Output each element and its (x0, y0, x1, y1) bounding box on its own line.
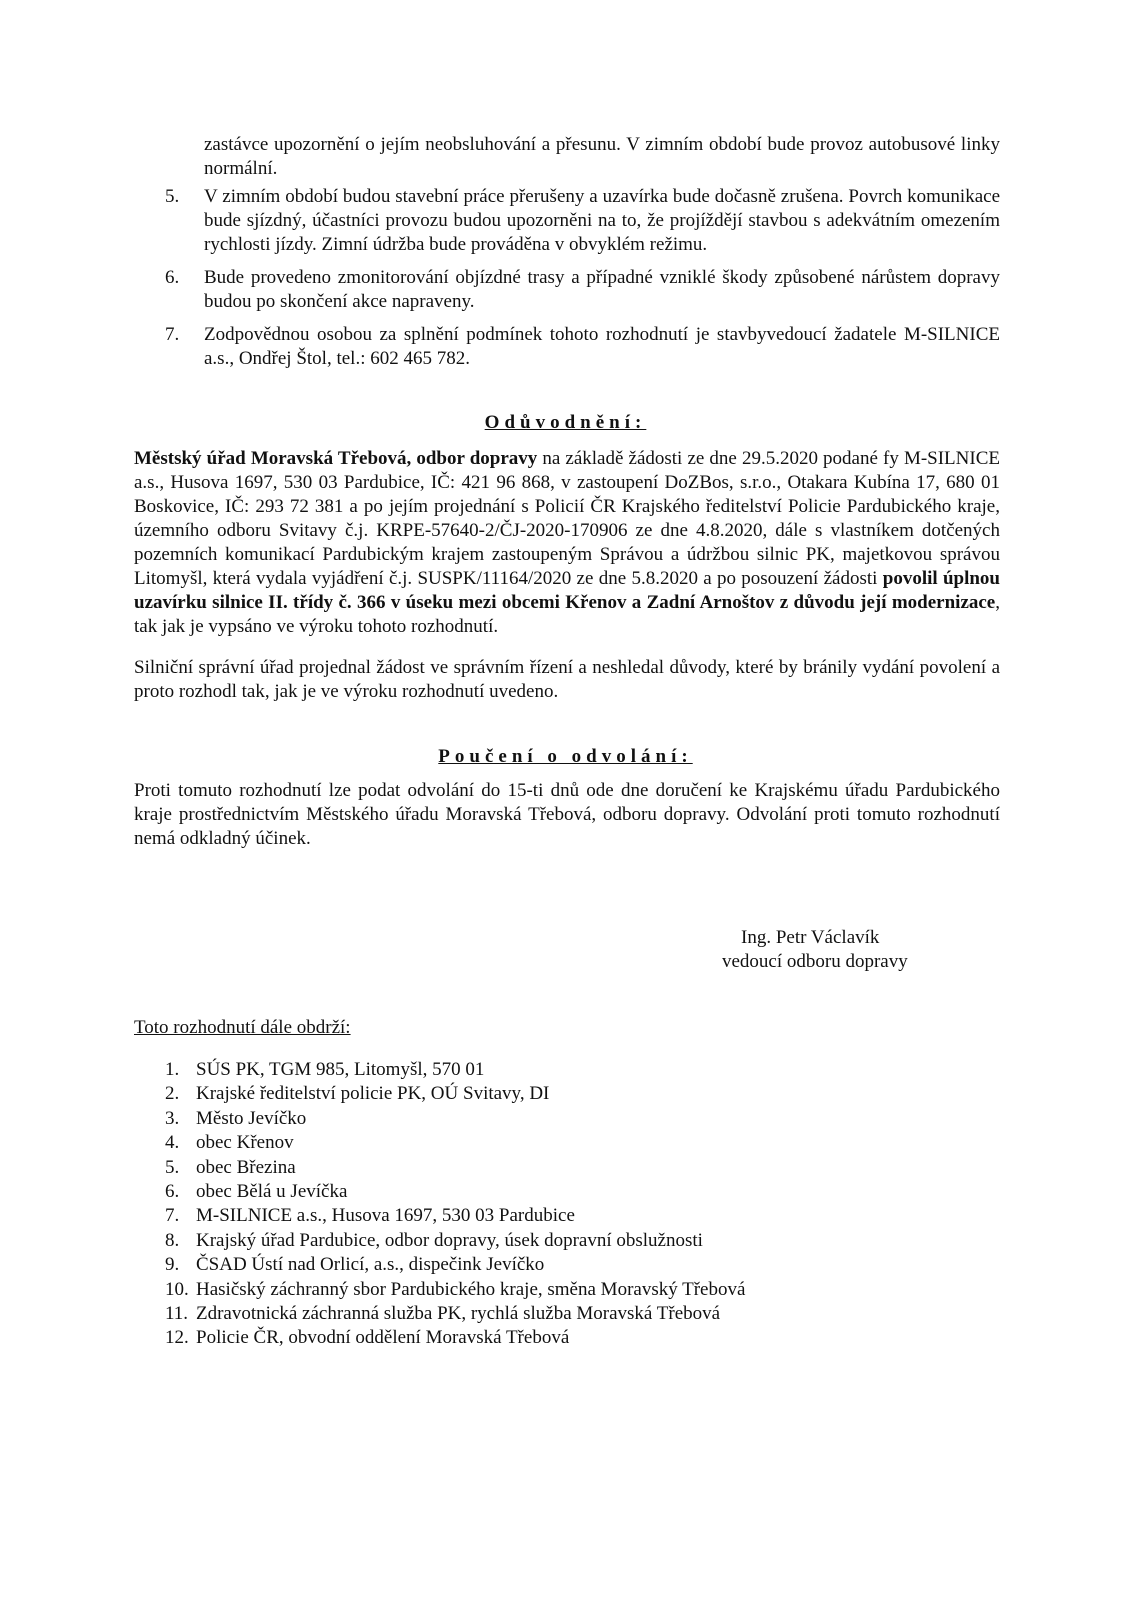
justification-paragraph-1 (134, 447, 1000, 639)
appeal-heading: Poučení o odvolání: (438, 746, 693, 767)
recipient-text: SÚS PK, TGM 985, Litomyšl, 570 01 (196, 1059, 485, 1080)
signatory-name: Ing. Petr Václavík (741, 927, 880, 948)
signatory-title: vedoucí odboru dopravy (722, 951, 908, 972)
list-item (165, 1107, 965, 1131)
recipient-number: 4. (165, 1132, 180, 1154)
justification-text-end: , tak jak je vypsáno ve výroku tohoto rozhodnutí. (134, 592, 1000, 637)
continuation-paragraph: zastávce upozornění o jejím neobsluhování a přesunu. V zimním období bude provoz autobusové linky normální. (204, 134, 1000, 179)
justification-paragraph-2: Silniční správní úřad projednal žádost ve správním řízení a neshledal důvody, které by bránily vydání povolení a proto rozhodl tak, jak je ve výroku rozhodnutí uvedeno. (134, 657, 1000, 702)
condition-number: 7. (165, 324, 180, 345)
condition-text: V zimním období budou stavební práce přerušeny a uzavírka bude dočasně zrušena. Povrch komunikace bude sjízdný, účastníci provozu budou upozorněni na to, že projíždějí stavbou s adekvátním omezením rychlosti jízdy. Zimní údržba bude prováděna v obvyklém režimu. (204, 186, 1000, 255)
condition-number: 6. (165, 267, 180, 288)
condition-text: Zodpovědnou osobou za splnění podmínek tohoto rozhodnutí je stavbyvedoucí žadatele M-SILNICE a.s., Ondřej Štol, tel.: 602 465 782. (204, 324, 1000, 369)
recipient-number: 6. (165, 1180, 180, 1202)
condition-text: Bude provedeno zmonitorování objízdné trasy a případné vzniklé škody způsobené nárůstem dopravy budou po skončení akce napraveny. (204, 267, 1000, 312)
recipient-number: 1. (165, 1059, 180, 1080)
recipient-number: 2. (165, 1083, 180, 1105)
decision-summary: povolil úplnou uzavírku silnice II. třídy č. 366 v úseku mezi obcemi Křenov a Zadní Arnoštov z důvodu její modernizace (134, 568, 1001, 613)
recipient-text: Zdravotnická záchranná služba PK, rychlá služba Moravská Třebová (196, 1302, 721, 1324)
recipient-text: Krajský úřad Pardubice, odbor dopravy, úsek dopravní obslužnosti (196, 1229, 703, 1251)
signature-block (722, 926, 956, 974)
recipient-number: 11. (165, 1302, 189, 1324)
list-item (165, 1058, 965, 1082)
list-item (165, 1278, 965, 1302)
recipient-number: 10. (165, 1278, 189, 1300)
authority-name: Městský úřad Moravská Třebová, odbor dopravy (134, 448, 538, 469)
list-item (165, 1326, 965, 1350)
list-item (165, 1253, 965, 1277)
recipients-title: Toto rozhodnutí dále obdrží: (134, 1017, 351, 1038)
recipient-number: 12. (165, 1327, 189, 1349)
recipient-text: Hasičský záchranný sbor Pardubického kraje, směna Moravský Třebová (196, 1278, 746, 1300)
appeal-paragraph: Proti tomuto rozhodnutí lze podat odvolání do 15-ti dnů ode dne doručení ke Krajskému úřadu Pardubického kraje prostřednictvím Městského úřadu Moravská Třebová, odboru dopravy. Odvolání proti tomuto rozhodnutí nemá odkladný účinek. (134, 780, 1000, 849)
list-item (165, 1180, 965, 1204)
list-item (165, 1156, 965, 1180)
recipient-text: Policie ČR, obvodní oddělení Moravská Třebová (196, 1327, 570, 1349)
list-item (165, 1229, 965, 1253)
recipient-number: 5. (165, 1156, 180, 1178)
recipients-list (165, 1058, 965, 1351)
recipient-text: Město Jevíčko (196, 1107, 307, 1129)
justification-text: na základě žádosti ze dne 29.5.2020 podané fy M-SILNICE a.s., Husova 1697, 530 03 Pardubice, IČ: 421 96 868, v zastoupení DoZBos, s.r.o., Otakara Kubína 17, 680 01 Boskovice, IČ: 293 72 381 a po jejím projednání s Policií ČR Krajského ředitelství Policie Pardubického kraje, územního odboru Svitavy č.j. KRPE-57640-2/ČJ-2020-170906 ze dne 4.8.2020, dále s vlastníkem dotčených pozemních komunikací Pardubickým krajem zastoupeným Správou a údržbou silnic PK, majetkovou správou Litomyšl, která vydala vyjádření č.j. SUSPK/11164/2020 ze dne 5.8.2020 a po posouzení žádosti (134, 448, 1000, 589)
recipient-text: Krajské ředitelství policie PK, OÚ Svitavy, DI (196, 1083, 550, 1105)
recipient-text: obec Bělá u Jevíčka (196, 1180, 348, 1202)
list-item (165, 1302, 965, 1326)
recipient-text: obec Březina (196, 1156, 296, 1178)
justification-heading: Odůvodnění: (484, 412, 647, 433)
recipient-number: 3. (165, 1107, 180, 1129)
recipient-text: ČSAD Ústí nad Orlicí, a.s., dispečink Jevíčko (196, 1254, 545, 1276)
recipient-number: 9. (165, 1254, 180, 1276)
list-item (165, 1204, 965, 1228)
condition-number: 5. (165, 186, 180, 207)
recipient-number: 8. (165, 1229, 180, 1251)
recipient-text: M-SILNICE a.s., Husova 1697, 530 03 Pardubice (196, 1205, 575, 1227)
list-item (165, 1131, 965, 1155)
recipient-text: obec Křenov (196, 1132, 294, 1154)
list-item (165, 1082, 965, 1106)
recipient-number: 7. (165, 1205, 180, 1227)
